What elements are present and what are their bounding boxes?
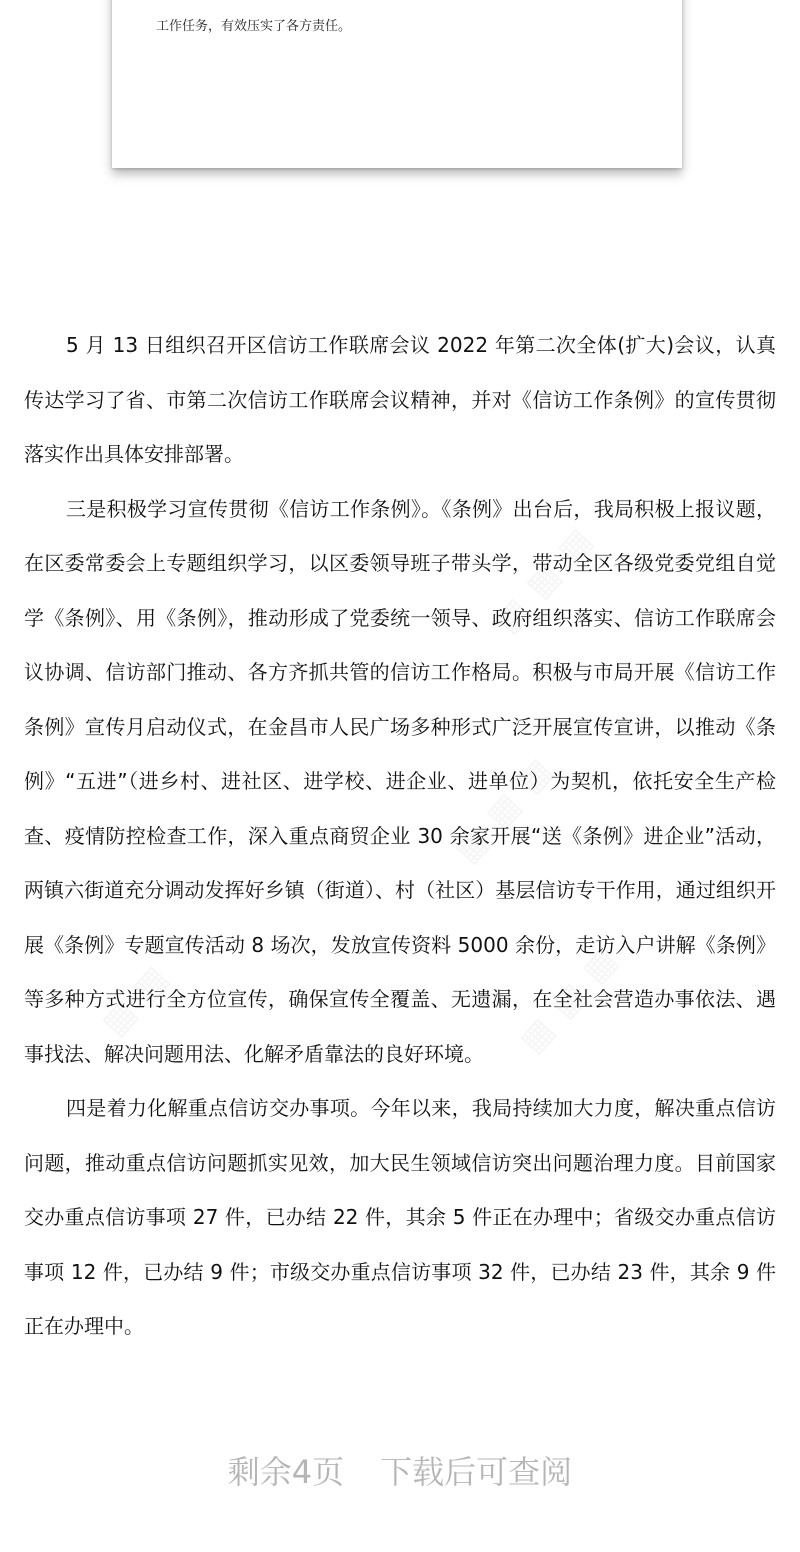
paragraph-regulation-publicity: 三是积极学习宣传贯彻《信访工作条例》。《条例》出台后，我局积极上报议题，在区委常委会上专题组织学习，以区委领导班子带头学，带动全区各级党委党组自觉学《条例》、用《条例》，推动形成了党委统一领导、政府组织落实、信访工作联席会议协调、信访部门推动、各方齐抓共管的信访工作格局。积极与市局开展《信访工作条例》宣传月启动仪式，在金昌市人民广场多种形式广泛开展宣传宣讲，以推动《条例》“五进”（进乡村、进社区、进学校、进企业、进单位）为契机，依托安全生产检查、疫情防控检查工作，深入重点商贸企业 30 余家开展“送《条例》进企业”活动，两镇六街道充分调动发挥好乡镇（街道）、村（社区）基层信访专干作用，通过组织开展《条例》专题宣传活动 8 场次，发放宣传资料 5000 余份，走访入户讲解《条例》等多种方式进行全方位宣传，确保宣传全覆盖、无遗漏，在全社会营造办事依法、遇事找法、解决问题用法、化解矛盾靠法的良好环境。: [24, 496, 776, 1066]
document-body: [24, 318, 776, 1354]
remaining-pages-label: 剩余4页: [227, 1453, 345, 1491]
paragraph-key-petition-matters: 四是着力化解重点信访交办事项。今年以来，我局持续加大力度，解决重点信访问题，推动重点信访问题抓实见效，加大民生领域信访突出问题治理力度。目前国家交办重点信访事项 27 件，已办结 22 件，其余 5 件正在办理中；省级交办重点信访事项 12 件，已办结 9 件；市级交办重点信访事项 32 件，已办结 23 件，其余 9 件正在办理中。: [24, 1096, 776, 1338]
preview-page-card: [112, 0, 682, 168]
preview-text: 工作任务，有效压实了各方责任。: [156, 19, 352, 34]
download-hint-label: 下载后可查阅: [380, 1453, 573, 1491]
remaining-pages-notice[interactable]: [0, 1450, 800, 1494]
paragraph-meeting: 5 月 13 日组织召开区信访工作联席会议 2022 年第二次全体(扩大)会议，认真传达学习了省、市第二次信访工作联席会议精神，并对《信访工作条例》的宣传贯彻落实作出具体安排部署。: [24, 333, 776, 466]
